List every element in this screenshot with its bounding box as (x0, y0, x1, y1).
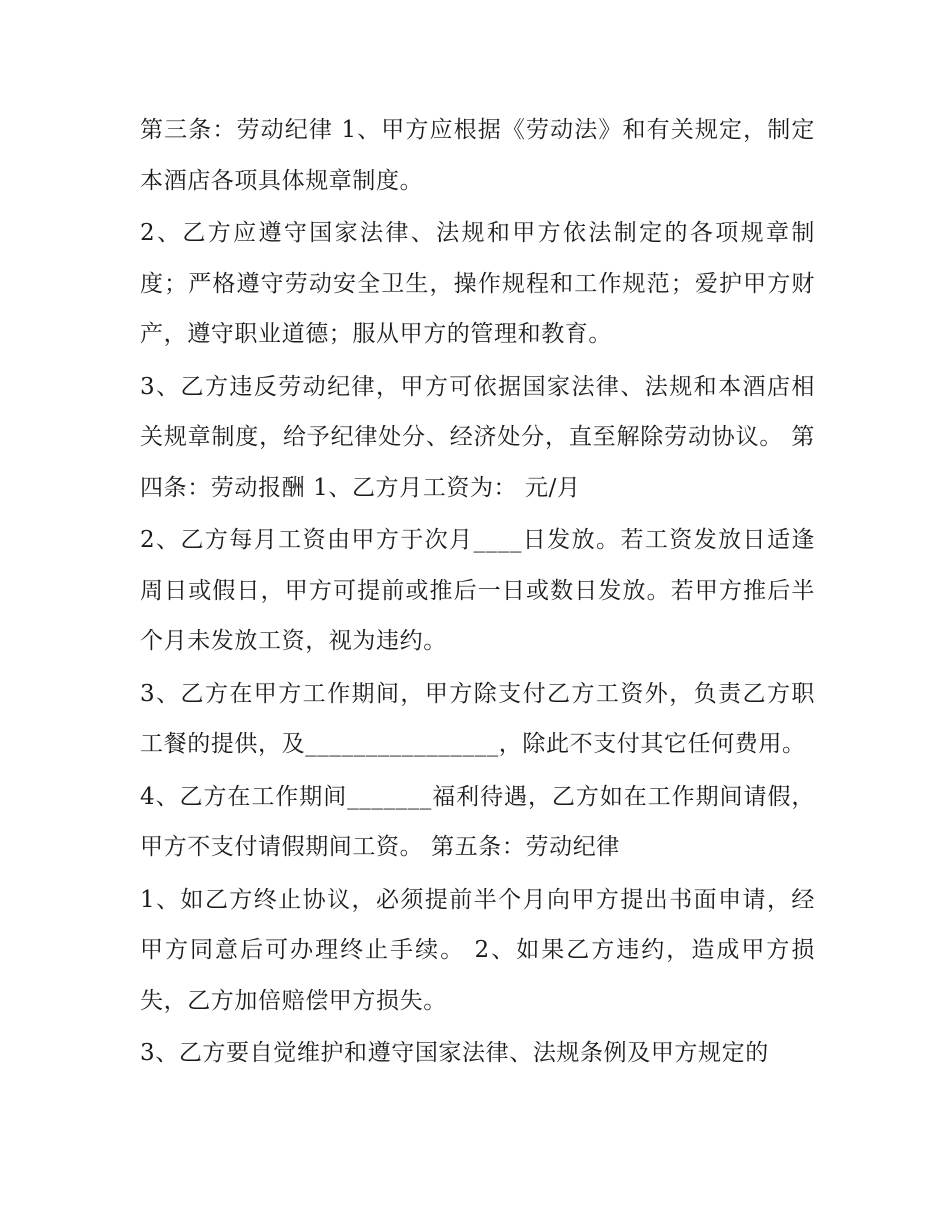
document-body (140, 105, 815, 1081)
paragraph-article-4-item-2: 2、乙方每月工资由甲方于次月____日发放。若工资发放日适逢周日或假日，甲方可提前或推后一日或数日发放。若甲方推后半个月未发放工资，视为违约。 (140, 527, 815, 654)
paragraph-article-4-item-4-article-5: 4、乙方在工作期间_______福利待遇，乙方如在工作期间请假，甲方不支付请假期间工资。 第五条：劳动纪律 (140, 783, 815, 860)
paragraph-article-3-item-1: 第三条：劳动纪律 1、甲方应根据《劳动法》和有关规定，制定本酒店各项具体规章制度。 (140, 117, 815, 194)
paragraph-article-3-item-2: 2、乙方应遵守国家法律、法规和甲方依法制定的各项规章制度；严格遵守劳动安全卫生，操作规程和工作规范；爱护甲方财产，遵守职业道德；服从甲方的管理和教育。 (140, 220, 815, 347)
paragraph-article-5-item-3: 3、乙方要自觉维护和遵守国家法律、法规条例及甲方规定的 (140, 1040, 769, 1066)
paragraph-article-4-item-3: 3、乙方在甲方工作期间，甲方除支付乙方工资外，负责乙方职工餐的提供，及________________，除此不支付其它任何费用。 (140, 680, 815, 757)
paragraph-article-3-item-3-article-4-item-1: 3、乙方违反劳动纪律，甲方可依据国家法律、法规和本酒店相关规章制度，给予纪律处分、经济处分，直至解除劳动协议。 第四条：劳动报酬 1、乙方月工资为： 元/月 (140, 373, 815, 501)
paragraph-article-5-items-1-2: 1、如乙方终止协议，必须提前半个月向甲方提出书面申请，经甲方同意后可办理终止手续。 2、如果乙方违约，造成甲方损失，乙方加倍赔偿甲方损失。 (140, 886, 815, 1014)
